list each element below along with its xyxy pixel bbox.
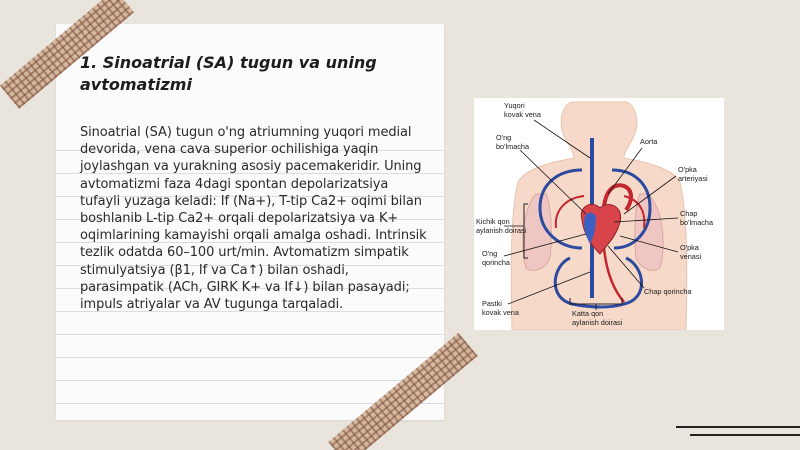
label-systemic-circulation: aylanish doirasi [572, 318, 623, 327]
slide-body-text: Sinoatrial (SA) tugun o'ng atriumning yuqori medial devorida, vena cava superior ochilishiga yaqin joylashgan va yurakning asosiy pacemakeridir. Uning avtomatizmi faza 4dagi spontan depolarizatsiya tufayli yuzaga keladi: If (Na+), T-tip Ca2+ oqimi bilan boshlanib L-tip Ca2+ orqali depolarizatsiya va K+ oqimlarining kamayishi orqali amalga oshadi. Intrinsik tezlik odatda 60–100 urt/min. Avtomatizm simpatik stimulyatsiya (β1, If va Ca↑) bilan oshadi, parasimpatik (ACh, GIRK K+ va If↓) bilan pasayadi; impuls atriyalar va AV tugunga tarqaladi. [80, 125, 427, 313]
circulation-diagram [474, 98, 724, 330]
label-aorta: Aorta [640, 137, 658, 146]
label-left-atrium: Chap [680, 209, 698, 218]
label-inferior-vena-cava: Pastki [482, 299, 502, 308]
label-pulmonary-circulation: Kichik qon [476, 217, 510, 226]
circulation-diagram-svg [474, 98, 724, 330]
decorative-rule [676, 426, 800, 428]
label-right-atrium: O'ng [496, 133, 512, 142]
label-pulmonary-artery: O'pka [678, 165, 697, 174]
label-pulmonary-circulation: aylanish doirasi [476, 226, 527, 235]
label-left-atrium: bo'lmacha [680, 218, 714, 227]
decorative-rule [690, 434, 800, 436]
label-right-ventricle: O'ng [482, 249, 498, 258]
label-left-ventricle: Chap qorincha [644, 287, 692, 296]
label-inferior-vena-cava: kovak vena [482, 308, 519, 317]
label-superior-vena-cava: Yuqori [504, 101, 525, 110]
label-pulmonary-vein: O'pka [680, 243, 699, 252]
slide-title: 1. Sinoatrial (SA) tugun va uning avtomatizmi [80, 53, 377, 94]
label-right-atrium: bo'lmacha [496, 142, 530, 151]
label-superior-vena-cava: kovak vena [504, 110, 541, 119]
label-systemic-circulation: Katta qon [572, 309, 604, 318]
label-pulmonary-vein: venasi [680, 252, 702, 261]
label-right-ventricle: qorincha [482, 258, 510, 267]
label-pulmonary-artery: arteriyasi [678, 174, 708, 183]
